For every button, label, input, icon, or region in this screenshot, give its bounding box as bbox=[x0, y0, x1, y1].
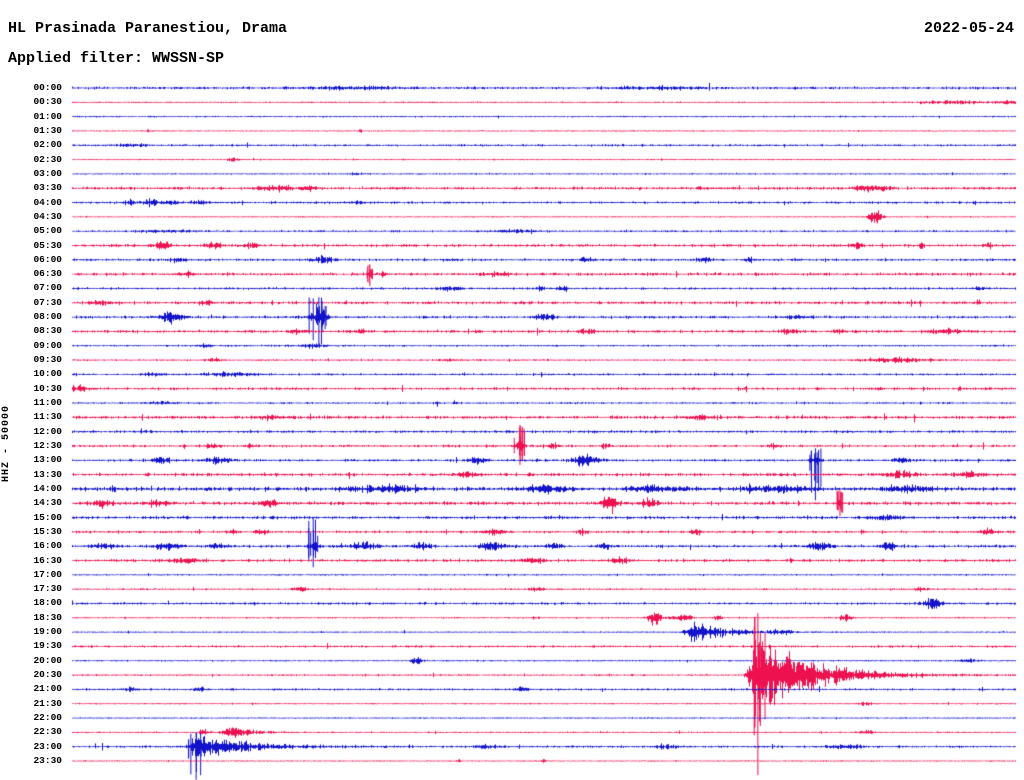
time-label: 00:00 bbox=[33, 82, 62, 93]
time-label: 05:00 bbox=[33, 225, 62, 237]
time-label: 13:30 bbox=[33, 468, 62, 480]
time-label: 03:00 bbox=[33, 167, 62, 179]
time-label: 09:00 bbox=[33, 339, 62, 351]
time-label: 01:00 bbox=[33, 110, 62, 122]
time-label: 10:30 bbox=[33, 382, 62, 394]
time-label: 16:00 bbox=[33, 540, 62, 552]
time-label: 17:00 bbox=[33, 568, 62, 580]
time-label: 14:30 bbox=[33, 497, 62, 509]
time-label: 20:00 bbox=[33, 654, 62, 666]
time-label: 18:00 bbox=[33, 597, 62, 609]
time-label: 00:30 bbox=[33, 96, 62, 108]
time-label: 06:30 bbox=[33, 268, 62, 280]
time-label: 03:30 bbox=[33, 182, 62, 194]
time-label: 13:00 bbox=[33, 454, 62, 466]
time-label: 07:00 bbox=[33, 282, 62, 294]
time-label: 16:30 bbox=[33, 554, 62, 566]
time-label: 15:30 bbox=[33, 525, 62, 537]
time-label: 14:00 bbox=[33, 482, 62, 494]
time-label: 02:00 bbox=[33, 139, 62, 151]
time-label: 01:30 bbox=[33, 124, 62, 136]
time-label: 09:30 bbox=[33, 354, 62, 366]
time-label: 19:30 bbox=[33, 640, 62, 652]
time-label: 17:30 bbox=[33, 583, 62, 595]
time-label: 19:00 bbox=[33, 626, 62, 638]
time-label: 21:30 bbox=[33, 697, 62, 709]
time-label: 22:00 bbox=[33, 712, 62, 724]
time-label: 23:30 bbox=[33, 755, 62, 766]
time-label: 06:00 bbox=[33, 253, 62, 265]
time-label: 05:30 bbox=[33, 239, 62, 251]
time-label: 15:00 bbox=[33, 511, 62, 523]
time-label: 18:30 bbox=[33, 611, 62, 623]
time-label: 10:00 bbox=[33, 368, 62, 380]
time-label: 21:00 bbox=[33, 683, 62, 695]
time-label: 22:30 bbox=[33, 726, 62, 738]
time-label: 07:30 bbox=[33, 296, 62, 308]
time-label: 04:30 bbox=[33, 210, 62, 222]
time-label: 11:00 bbox=[33, 397, 62, 409]
time-label: 02:30 bbox=[33, 153, 62, 165]
time-label: 20:30 bbox=[33, 669, 62, 681]
time-label: 04:00 bbox=[33, 196, 62, 208]
time-label: 11:30 bbox=[33, 411, 62, 423]
time-label: 08:00 bbox=[33, 311, 62, 323]
time-label: 12:30 bbox=[33, 439, 62, 451]
time-label: 23:00 bbox=[33, 740, 62, 752]
time-label: 12:00 bbox=[33, 425, 62, 437]
time-label: 08:30 bbox=[33, 325, 62, 337]
